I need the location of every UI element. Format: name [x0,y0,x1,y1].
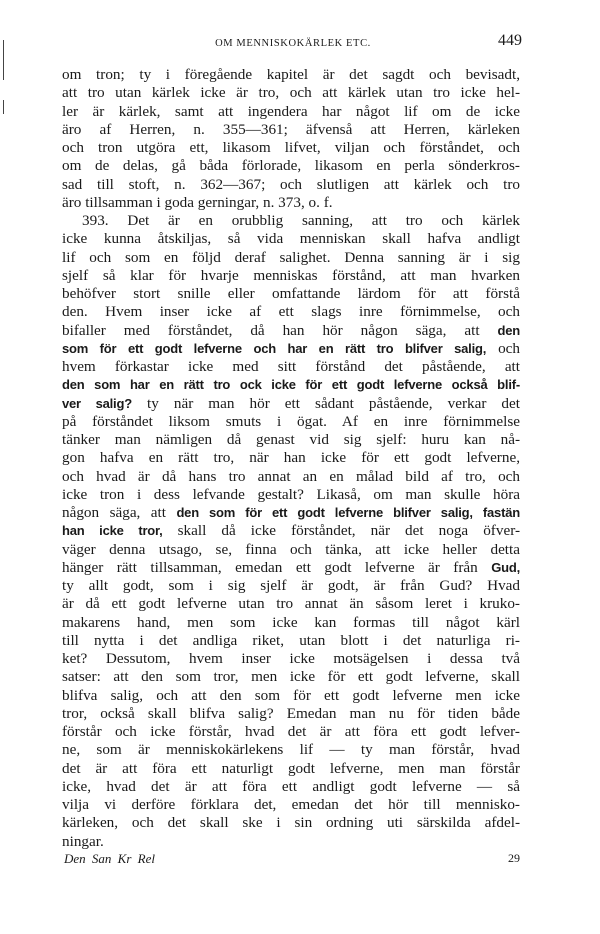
text-line [62,176,520,194]
text-segment: och [486,339,520,357]
text-segment: och tron utgöra ett, likasom lifvet, viljan och förståndet, och [62,139,520,156]
page-header [64,32,522,52]
printer-signature: Den San Kr Rel [64,851,155,866]
text-line [62,157,520,175]
text-line [62,650,520,668]
bold-text-segment: den [497,322,520,338]
text-line [62,486,520,504]
text-line [62,687,520,705]
text-line [62,194,520,212]
text-segment: väger denna utsago, se, finna och tänka, att icke heller detta [62,540,520,558]
bold-text-segment: ver salig? [62,395,132,411]
text-line [62,139,520,157]
text-line [62,322,520,340]
margin-mark [3,100,4,114]
text-segment: äro tillsamman i goda gerningar, n. 373, o. f. [62,193,333,211]
text-line [62,376,520,394]
bold-text-segment: den som för ett godt lefverne blifver salig, fastän [176,505,520,520]
text-line [62,395,520,413]
text-segment: ket? Dessutom, hvem inser icke motsägelsen i dessa två [62,650,520,667]
text-line [62,84,520,102]
text-segment: icke kunna åtskiljas, så vida menniskan skall hafva andligt [62,230,520,248]
text-segment: att tro utan kärlek icke är tro, och att kärlek utan tro icke hel- [62,84,520,102]
bold-text-segment: den som har en rätt tro ock icke för ett godt lefverne också blif- [62,377,520,393]
text-segment: vilja vi derföre förklara det, emedan det hör till menniskо- [62,796,520,813]
text-segment: till nytta i det andliga riket, utan blott i det naturliga ri- [62,631,520,649]
text-line [62,468,520,486]
text-line [62,741,520,759]
text-segment: 393. Det är en orubblig sanning, att tro och kärlek [82,212,520,229]
text-segment: om de delas, gå båda förlorade, likasom en perla sönderkros- [62,157,520,175]
text-segment: lif och som en följd deraf salighet. Denna sanning är i sig [62,248,520,266]
text-segment: sad till stoft, n. 362—367; och slutligen att kärlek och tro [62,175,520,193]
page-footer [64,851,520,871]
text-segment: ler är kärlek, samt att ingendera har något lif om de icke [62,102,520,120]
text-segment: sjelf så klar för hvarje menniskas förstånd, att man hvarken [62,266,520,284]
bold-text-segment: Gud, [491,559,520,575]
sheet-number: 29 [508,851,520,865]
text-line [62,358,520,376]
text-line [62,431,520,449]
text-segment: äro af Herren, n. 355—361; äfvenså att Herren, kärleken [62,120,520,138]
text-segment: är då ett godt lefverne utan tro annat än såsom leret i kruko- [62,595,520,613]
text-line [62,632,520,650]
text-segment: om tron; ty i föregående kapitel är det sagdt och bevisadt, [62,66,520,83]
text-line [62,267,520,285]
text-line [62,833,520,851]
text-segment: gon hafva en rätt tro, när han icke för ett godt lefverne, [62,449,520,467]
text-segment: hvem förkastar icke med sitt förstånd det påstående, att [62,358,520,375]
text-segment: ty allt godt, som i sig sjelf är godt, är från Gud? Hvad [62,577,520,594]
text-line [62,559,520,577]
text-segment: bifaller med förståndet, då han hör någon säga, att [62,321,498,339]
text-line [62,522,520,540]
running-title: OM MENNISKOKÄRLEK ETC. [215,38,371,49]
text-segment: icke tron i dess lefvande gestalt? Likaså, om man skulle höra [62,485,520,503]
text-segment: förstår och icke förstår, hvad det är att föra ett godt lefver- [62,723,520,740]
text-segment: hänger rätt tillsamman, emedan ett godt lefverne är från [62,558,492,576]
text-line [62,577,520,595]
text-line [62,668,520,686]
body-text [62,66,520,851]
text-line [62,796,520,814]
text-line [62,614,520,632]
text-line [62,66,520,84]
text-line [62,760,520,778]
text-line [62,723,520,741]
page-number: 449 [498,32,522,49]
text-line [62,595,520,613]
text-line [62,778,520,796]
text-segment: icke, hvad det är att föra ett andligt godt lefverne — så [62,777,520,795]
text-line [62,230,520,248]
text-line [62,303,520,321]
text-segment: på förståndet liksom smuts i ögat. Af en inre förnimmelse [62,412,520,430]
text-segment: tror, också skall blifva salig? Emedan man nu för tiden både [62,704,520,722]
margin-mark [3,40,4,80]
text-segment: det är att föra ett naturligt godt lefverne, men man förstår [62,759,520,777]
text-line [62,121,520,139]
text-segment: ty när man hör ett sådant påstående, verkar det [131,394,520,412]
text-line [62,705,520,723]
text-line [62,504,520,522]
text-segment: den. Hvem inser icke af ett slags inre förnimmelse, och [62,303,520,321]
text-line [62,249,520,267]
text-segment: kärleken, och det skall ske i sin ordning uti särskilda afdel- [62,814,520,832]
text-segment: makarens hand, men som icke kan formas till något kärl [62,613,520,631]
text-segment: ne, som är menniskokärlekens lif — ty man förstår, hvad [62,741,520,759]
bold-text-segment: han icke tror, [62,523,163,539]
text-line [62,413,520,431]
text-segment: någon säga, att [62,504,177,521]
text-segment: ningar. [62,832,104,850]
text-segment: blifva salig, och att den som för ett godt lefverne men icke [62,686,520,704]
text-segment: behöfver stort snille eller omfattande lärdom för att förstå [62,285,520,302]
text-line [62,212,520,230]
text-segment: satser: att den som tror, men icke för ett godt lefverne, skall [62,668,520,686]
text-line [62,340,520,358]
text-line [62,541,520,559]
text-line [62,103,520,121]
bold-text-segment: som för ett godt lefverne och har en rätt tro blifver salig, [62,340,487,356]
text-line [62,285,520,303]
text-segment: och hvad är då hans tro annat an en målad bild af tro, och [62,467,520,485]
text-line [62,814,520,832]
text-segment: tänker man nämligen då genast vid sig sjelf: huru kan nå- [62,431,520,448]
text-segment: skall då icke förståndet, när det noga öfver- [162,522,521,540]
text-line [62,449,520,467]
